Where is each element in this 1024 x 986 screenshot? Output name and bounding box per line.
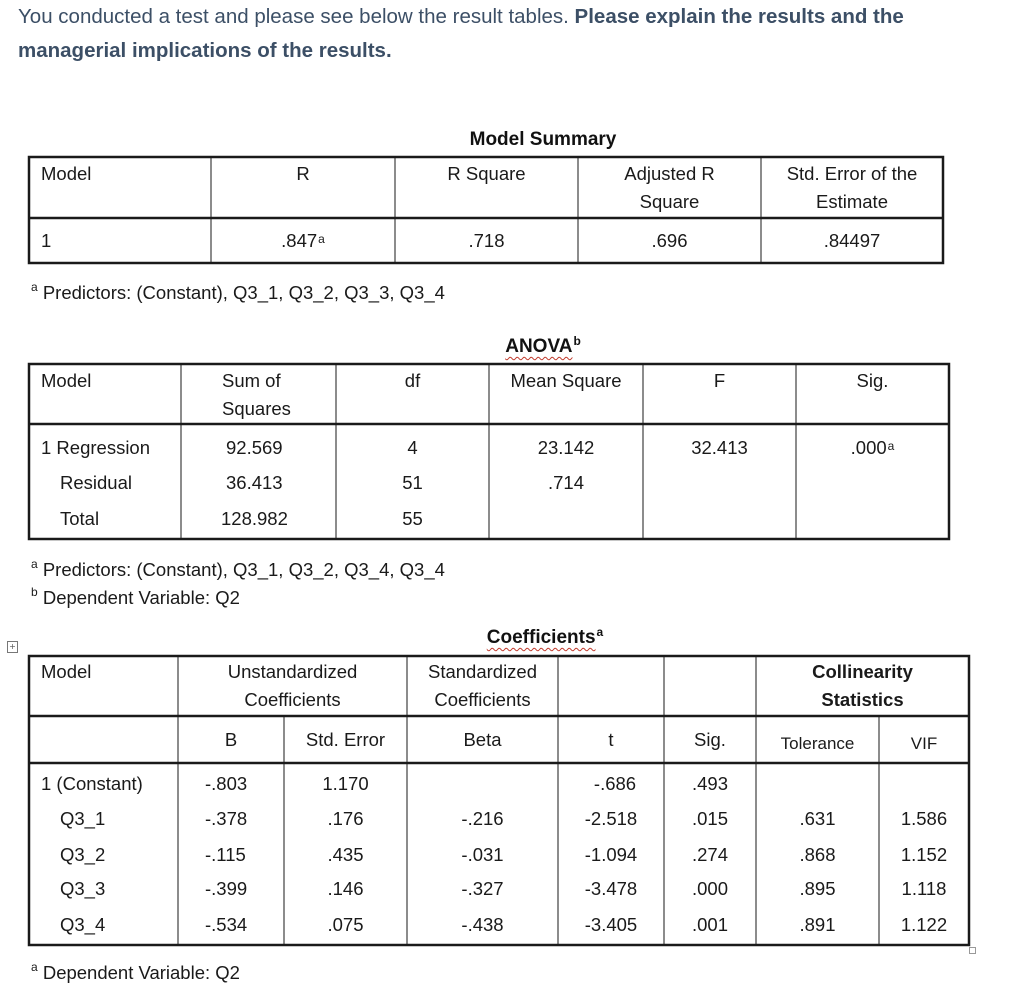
coef-sig: .000 bbox=[691, 878, 728, 899]
coef-subheader-sig: Sig. bbox=[694, 729, 726, 750]
ms-footnote: $^a$ Predictors: (Constant), Q3_1, Q3_2, Q3_3, Q3_4 bbox=[31, 280, 445, 303]
coef-std-error: 1.170 bbox=[322, 773, 369, 794]
anova-row-regression-sig: .000$^a$ bbox=[850, 437, 895, 458]
anova-footnote-b: $^b$ Dependent Variable: Q2 bbox=[31, 585, 240, 608]
anova-row-residual-ss: 36.413 bbox=[226, 472, 283, 493]
coef-row-label: Q3_1 bbox=[60, 808, 106, 829]
coef-vif: 1.118 bbox=[901, 878, 947, 899]
coef-beta: -.216 bbox=[461, 808, 504, 829]
ms-header-std-error: Std. Error of the Estimate bbox=[786, 163, 918, 212]
anova-header-model: Model bbox=[41, 370, 92, 391]
coef-beta: -.031 bbox=[461, 844, 504, 865]
coef-vif: 1.586 bbox=[900, 808, 948, 829]
anova-row-total-ss: 128.982 bbox=[221, 508, 288, 529]
coef-t: -3.405 bbox=[584, 914, 638, 935]
coef-tolerance: .631 bbox=[799, 808, 836, 829]
coef-header-standardized: Standardized Coefficients bbox=[427, 661, 538, 710]
anova-title: ANOVA$^b$ bbox=[505, 334, 581, 357]
anova-row-total-label: Total bbox=[60, 508, 100, 529]
anova-header-sum-of-squares: Sum of Squares bbox=[222, 370, 291, 419]
coef-vif: 1.122 bbox=[900, 914, 948, 935]
coef-header-unstandardized: Unstandardized Coefficients bbox=[227, 661, 358, 710]
coef-subheader-tolerance: Tolerance bbox=[780, 734, 855, 753]
anova-row-residual-label: Residual bbox=[60, 472, 132, 493]
coef-sig: .274 bbox=[691, 844, 728, 865]
anova-row-regression-ms: 23.142 bbox=[537, 437, 595, 458]
coef-tolerance: .891 bbox=[799, 914, 836, 935]
anova-row-residual-df: 51 bbox=[402, 472, 423, 493]
coef-std-error: .146 bbox=[327, 878, 364, 899]
coef-sig: .493 bbox=[691, 773, 728, 794]
coef-b: -.115 bbox=[205, 844, 246, 865]
coef-header-collinearity: Collinearity Statistics bbox=[812, 661, 913, 710]
ms-header-r: R bbox=[296, 163, 310, 184]
anova-row-regression-df: 4 bbox=[407, 437, 418, 458]
anova-header-f: F bbox=[713, 370, 726, 391]
coef-row-label: Q3_4 bbox=[60, 914, 106, 935]
ms-cell-adjusted-r-square: .696 bbox=[651, 230, 688, 251]
prompt-bold-text: Please explain the results and the managerial implications of the results. bbox=[18, 5, 904, 62]
coef-b: -.534 bbox=[205, 914, 248, 935]
anova-header-mean-square: Mean Square bbox=[510, 370, 622, 391]
coef-b: -.399 bbox=[205, 878, 248, 899]
coef-b: -.803 bbox=[205, 773, 248, 794]
coef-t: -.686 bbox=[593, 773, 637, 794]
coef-subheader-t: t bbox=[608, 729, 614, 750]
ms-cell-r-square: .718 bbox=[468, 230, 505, 251]
coef-subheader-std-error: Std. Error bbox=[305, 729, 386, 750]
coef-header-model: Model bbox=[41, 661, 92, 682]
coef-vif: 1.152 bbox=[900, 844, 948, 865]
model-summary-title: Model Summary bbox=[469, 129, 617, 150]
ms-cell-std-error: .84497 bbox=[823, 230, 881, 251]
coef-t: -3.478 bbox=[584, 878, 638, 899]
coef-std-error: .435 bbox=[327, 844, 364, 865]
coef-t: -1.094 bbox=[584, 844, 638, 865]
coef-tolerance: .895 bbox=[799, 878, 836, 899]
ms-cell-r: .847$^a$ bbox=[281, 230, 325, 251]
ms-header-adjusted-r-square: Adjusted R Square bbox=[624, 163, 715, 212]
coef-tolerance: .868 bbox=[799, 844, 836, 865]
anova-row-regression-f: 32.413 bbox=[691, 437, 748, 458]
coef-t: -2.518 bbox=[584, 808, 638, 829]
coef-subheader-vif: VIF bbox=[910, 734, 938, 753]
ms-header-r-square: R Square bbox=[447, 163, 526, 184]
coef-row-label: Q3_3 bbox=[60, 878, 106, 899]
coef-std-error: .075 bbox=[327, 914, 364, 935]
coef-std-error: .176 bbox=[327, 808, 364, 829]
anova-row-residual-ms: .714 bbox=[547, 472, 584, 493]
coef-subheader-beta: Beta bbox=[463, 729, 502, 750]
coef-subheader-b: B bbox=[224, 729, 238, 750]
resize-handle-icon[interactable] bbox=[969, 947, 976, 954]
anova-row-total-df: 55 bbox=[402, 508, 423, 529]
anova-row-regression-label: 1 Regression bbox=[41, 437, 151, 458]
coef-sig: .015 bbox=[691, 808, 728, 829]
coef-row-label: Q3_2 bbox=[60, 844, 106, 865]
move-handle-icon[interactable]: + bbox=[7, 641, 18, 653]
prompt-plain-text: You conducted a test and please see below the result tables. bbox=[18, 5, 575, 28]
anova-footnote-a: $^a$ Predictors: (Constant), Q3_1, Q3_2, Q3_4, Q3_4 bbox=[31, 557, 445, 580]
coef-b: -.378 bbox=[205, 808, 248, 829]
ms-cell-model: 1 bbox=[41, 230, 52, 251]
coef-footnote: $^a$ Dependent Variable: Q2 bbox=[31, 960, 240, 983]
ms-r-superscript: a bbox=[318, 232, 325, 246]
coef-beta: -.327 bbox=[461, 878, 504, 899]
coef-beta: -.438 bbox=[461, 914, 504, 935]
coef-row-label: 1 (Constant) bbox=[41, 773, 143, 794]
anova-row-regression-ss: 92.569 bbox=[226, 437, 283, 458]
anova-header-df: df bbox=[404, 370, 421, 391]
coef-sig: .001 bbox=[691, 914, 728, 935]
anova-header-sig: Sig. bbox=[856, 370, 889, 391]
ms-header-model: Model bbox=[41, 163, 92, 184]
coefficients-title: Coefficients$^a$ bbox=[486, 625, 604, 648]
